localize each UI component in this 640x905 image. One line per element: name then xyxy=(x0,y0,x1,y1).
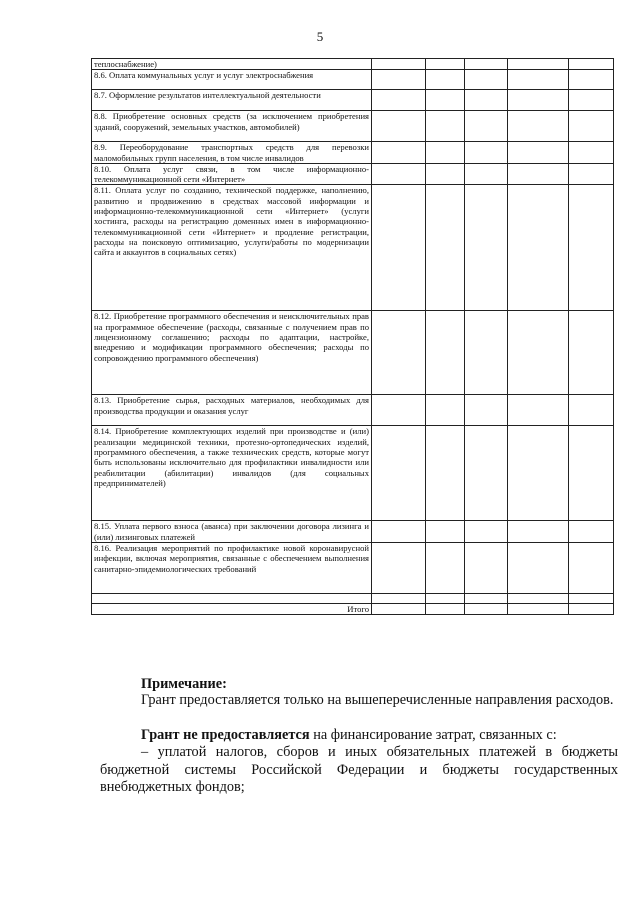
empty-cell xyxy=(372,59,426,70)
table-row xyxy=(92,185,614,311)
empty-cell xyxy=(465,395,508,426)
table-row xyxy=(92,70,614,90)
empty-cell xyxy=(426,543,465,594)
empty-cell xyxy=(569,594,614,604)
empty-cell xyxy=(372,604,426,615)
empty-cell xyxy=(426,111,465,142)
expense-label-cell: 8.11. Оплата услуг по созданию, технической поддержке, наполнению, развитию и продвижению в средствах массовой информации и информационно-телекоммуникационной сети «Интернет» (услуги хостинга, расходы на регистрацию доменных имен в информационно-телекоммуникационной сети «Интернет» и продление регистрации, расходы на поисковую оптимизацию, услуги/работы по модернизации сайта и аккаунтов в социальных сетях) xyxy=(92,185,372,311)
empty-cell xyxy=(465,59,508,70)
expense-label-cell: 8.6. Оплата коммунальных услуг и услуг электроснабжения xyxy=(92,70,372,90)
table-row xyxy=(92,311,614,395)
empty-cell xyxy=(508,594,569,604)
empty-cell xyxy=(508,70,569,90)
table-row xyxy=(92,163,614,185)
expense-label-cell: 8.7. Оформление результатов интеллектуальной деятельности xyxy=(92,90,372,111)
empty-cell xyxy=(465,604,508,615)
empty-cell xyxy=(372,543,426,594)
empty-cell xyxy=(508,163,569,185)
table-row xyxy=(92,395,614,426)
empty-cell xyxy=(508,185,569,311)
empty-cell xyxy=(508,90,569,111)
expense-label-cell: 8.9. Переоборудование транспортных средств для перевозки маломобильных групп населения, в том числе инвалидов xyxy=(92,142,372,164)
empty-cell xyxy=(372,426,426,521)
expense-label-cell: 8.15. Уплата первого взноса (аванса) при заключении договора лизинга и (или) лизинговых платежей xyxy=(92,521,372,543)
empty-cell xyxy=(569,311,614,395)
empty-cell xyxy=(426,521,465,543)
empty-cell xyxy=(569,111,614,142)
empty-cell xyxy=(465,185,508,311)
table-row xyxy=(92,142,614,164)
empty-cell xyxy=(465,311,508,395)
empty-cell xyxy=(569,70,614,90)
empty-cell xyxy=(569,604,614,615)
empty-cell xyxy=(372,70,426,90)
empty-cell xyxy=(465,90,508,111)
empty-cell xyxy=(569,185,614,311)
empty-cell xyxy=(465,521,508,543)
expense-label-cell xyxy=(92,594,372,604)
note-paragraph-2 xyxy=(100,727,618,745)
table-row xyxy=(92,521,614,543)
empty-cell xyxy=(569,426,614,521)
expenses-table-body xyxy=(92,59,614,615)
empty-cell xyxy=(465,142,508,164)
note-paragraph-3: – уплатой налогов, сборов и иных обязательных платежей в бюджеты бюджетной системы Российской Федерации и бюджеты государственных внебюджетных фондов; xyxy=(100,744,618,795)
empty-cell xyxy=(569,142,614,164)
note-paragraph-1: Грант предоставляется только на вышеперечисленные направления расходов. xyxy=(141,692,614,708)
empty-cell xyxy=(569,163,614,185)
empty-cell xyxy=(426,594,465,604)
empty-cell xyxy=(372,594,426,604)
empty-cell xyxy=(426,426,465,521)
table-row xyxy=(92,111,614,142)
expense-label-cell: 8.14. Приобретение комплектующих изделий при производстве и (или) реализации медицинской техники, протезно-ортопедических изделий, программного обеспечения, а также технических средств, которые могут быть использованы исключительно для профилактики инвалидности или реабилитации (абилитации) инвалидов (для социальных предпринимателей) xyxy=(92,426,372,521)
expense-label-cell: 8.10. Оплата услуг связи, в том числе информационно-телекоммуникационной сети «Интернет» xyxy=(92,163,372,185)
empty-cell xyxy=(426,311,465,395)
table-row xyxy=(92,543,614,594)
empty-cell xyxy=(569,521,614,543)
expenses-table xyxy=(91,58,614,615)
expense-label-cell: 8.8. Приобретение основных средств (за исключением приобретения зданий, сооружений, земельных участков, автомобилей) xyxy=(92,111,372,142)
note-paragraph-2-rest: на финансирование затрат, связанных с: xyxy=(309,727,557,743)
empty-cell xyxy=(426,163,465,185)
expense-label-cell: теплоснабжение) xyxy=(92,59,372,70)
empty-cell xyxy=(426,142,465,164)
empty-cell xyxy=(426,59,465,70)
empty-cell xyxy=(426,90,465,111)
note-bold-phrase: Грант не предоставляется xyxy=(141,727,310,743)
empty-cell xyxy=(372,163,426,185)
table-row xyxy=(92,594,614,604)
empty-cell xyxy=(508,142,569,164)
empty-cell xyxy=(508,426,569,521)
empty-cell xyxy=(569,543,614,594)
expense-label-cell: 8.12. Приобретение программного обеспечения и неисключительных прав на программное обеспечение (расходы, связанные с получением прав по лицензионному соглашению; расходы по адаптации, настройке, внедрению и модификации программного обеспечения; расходы по сопровождению программного обеспечения) xyxy=(92,311,372,395)
empty-cell xyxy=(569,395,614,426)
empty-cell xyxy=(508,311,569,395)
empty-cell xyxy=(426,70,465,90)
empty-cell xyxy=(372,395,426,426)
empty-cell xyxy=(465,111,508,142)
empty-cell xyxy=(372,142,426,164)
empty-cell xyxy=(465,70,508,90)
table-row xyxy=(92,59,614,70)
expense-label-cell: 8.16. Реализация мероприятий по профилактике новой коронавирусной инфекции, включая мероприятия, связанные с обеспечением выполнения санитарно-эпидемиологических требований xyxy=(92,543,372,594)
empty-cell xyxy=(426,395,465,426)
empty-cell xyxy=(465,163,508,185)
empty-cell xyxy=(508,604,569,615)
empty-cell xyxy=(465,543,508,594)
table-row xyxy=(92,426,614,521)
empty-cell xyxy=(465,426,508,521)
empty-cell xyxy=(372,521,426,543)
note-title: Примечание: xyxy=(141,676,227,692)
empty-cell xyxy=(426,604,465,615)
page-number: 5 xyxy=(316,29,324,44)
empty-cell xyxy=(508,521,569,543)
empty-cell xyxy=(508,543,569,594)
empty-cell xyxy=(508,59,569,70)
empty-cell xyxy=(372,185,426,311)
empty-cell xyxy=(508,395,569,426)
total-row xyxy=(92,604,614,615)
empty-cell xyxy=(508,111,569,142)
table-row xyxy=(92,90,614,111)
total-label-cell: Итого xyxy=(92,604,372,615)
empty-cell xyxy=(569,90,614,111)
empty-cell xyxy=(372,111,426,142)
empty-cell xyxy=(372,311,426,395)
expense-label-cell: 8.13. Приобретение сырья, расходных материалов, необходимых для производства продукции и оказания услуг xyxy=(92,395,372,426)
empty-cell xyxy=(372,90,426,111)
empty-cell xyxy=(465,594,508,604)
empty-cell xyxy=(569,59,614,70)
empty-cell xyxy=(426,185,465,311)
